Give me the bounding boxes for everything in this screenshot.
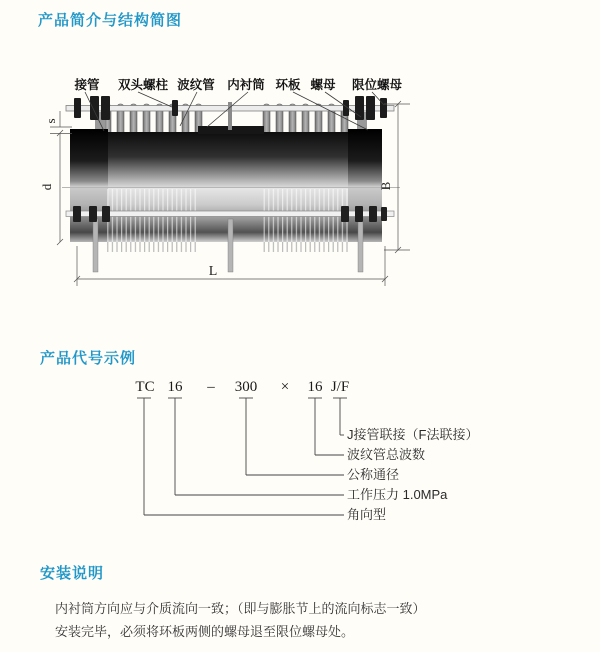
section-title-install: 安装说明 [40,565,105,582]
code-token-waves: 16 [307,379,323,395]
part-label-limitnut: 限位螺母 [351,78,403,92]
code-token-times: × [280,379,290,395]
part-labels [73,77,402,92]
end-collar-left [70,129,108,187]
part-label-nut: 螺母 [310,78,336,92]
legend-item-diameter: 公称通径 [347,467,400,482]
structure-diagram [25,60,425,305]
end-collar-right [348,129,382,187]
install-note-line2: 安装完毕，必须将环板两侧的螺母退至限位螺母处。 [55,624,355,639]
code-token-conn: J/F [330,379,350,395]
legend-item-type: 角向型 [347,507,387,522]
part-label-jieguan: 接管 [74,78,100,92]
legend-item-connection: J接管联接（F法联接） [347,427,479,442]
part-label-bellows: 波纹管 [177,78,215,92]
install-note-line1: 内衬筒方向应与介质流向一致；（即与膨胀节上的流向标志一致） [55,601,426,616]
part-label-stud: 双头螺柱 [117,78,169,92]
section-title-code: 产品代号示例 [40,350,137,367]
code-token-pressure: 16 [167,379,183,395]
part-label-ringplate: 环板 [275,78,301,92]
dim-label-l: L [208,264,218,279]
dim-label-b: B [378,181,393,191]
legend-item-pressure: 工作压力 1.0MPa [347,487,448,502]
bellows-body-upper [70,132,382,187]
code-token-diameter: 300 [234,379,258,395]
dim-label-d: d [39,183,54,191]
dim-label-s: s [43,118,58,124]
code-token-type: TC [135,379,155,395]
code-token-dash: – [207,379,215,395]
section-title-intro: 产品简介与结构简图 [38,12,183,29]
part-label-liner: 内衬筒 [227,78,265,92]
legend-item-waves: 波纹管总波数 [347,447,426,462]
